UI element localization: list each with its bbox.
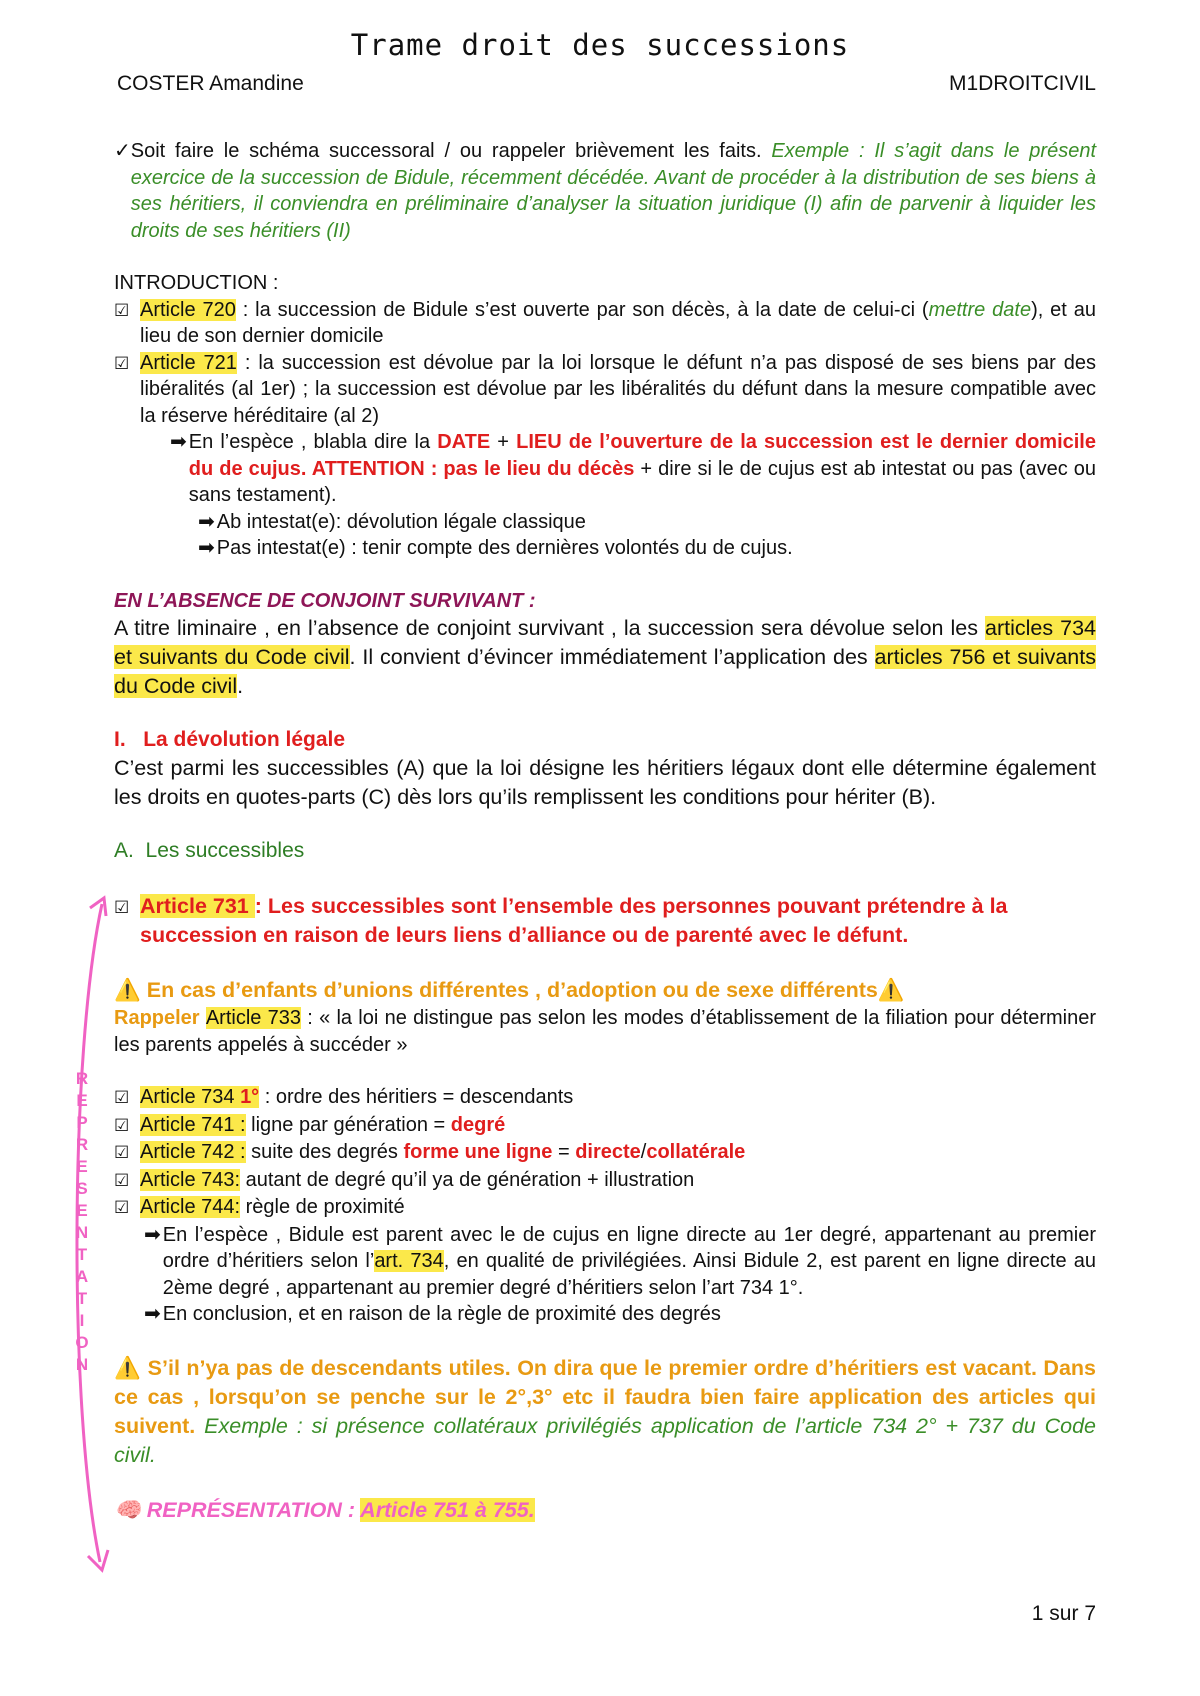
checkbox-icon: ☑ [114, 1143, 130, 1162]
warning-heading-unions: ⚠️ En cas d’enfants d’unions différentes , d’adoption ou de sexe différents⚠️ [114, 978, 905, 1002]
section-1-heading: I. La dévolution légale [114, 728, 346, 751]
sub-item-pas-intestat: ➡ Pas intestat(e) : tenir compte des dernières volontés du de cujus. [114, 535, 1096, 562]
sub-item-ab-intestat: ➡ Ab intestat(e): dévolution légale classique [114, 509, 1096, 536]
list-item-article-742: ☑ Article 742 : suite des degrés forme une ligne = directe/collatérale [114, 1139, 1096, 1167]
list-item-article-743: ☑ Article 743: autant de degré qu’il ya de génération + illustration [114, 1167, 1096, 1195]
introduction-heading: INTRODUCTION : [114, 272, 279, 294]
warning-no-descendants: ⚠️ S’il n’ya pas de descendants utiles. On dira que le premier ordre d’héritiers est vacant. Dans ce cas , lorsqu’on se penche sur le 2°,3° etc il faudra bien faire application des articles qui suivent. Exemple : si présence collatéraux privilégiés application de l’article 734 2° + 737 du Code civil. [114, 1355, 1097, 1467]
checkbox-icon: ☑ [114, 1198, 130, 1217]
course-code: M1DROITCIVIL [948, 72, 1096, 95]
sidebar-representation: R E P R E S E N T A T I O N [75, 1069, 89, 1374]
checkbox-icon: ☑ [114, 353, 130, 373]
espece-paragraph: ➡ En l’espèce , blabla dire la DATE + LIEU de l’ouverture de la succession est le dernier domicile du de cujus. ATTENTION : pas le lieu du décès + dire si le de cujus est ab intestat ou pas (avec ou sans testament). [170, 431, 1096, 506]
checkbox-icon: ☑ [114, 1170, 130, 1190]
checkbox-icon: ☑ [114, 300, 130, 320]
page-number: 1 sur 7 [1031, 1602, 1096, 1625]
conclusion-line: ➡ En conclusion, et en raison de la règle de proximité des degrés [114, 1301, 1096, 1328]
espece-bidule-paragraph: ➡ En l’espèce , Bidule est parent avec le de cujus en ligne directe au 1er degré, appartenant au premier ordre d’héritiers selon l’art. 734, en qualité de privilégiées. Ainsi Bidule 2, est parent en ligne directe au 2ème degré , appartenant au premier degré d’héritiers selon l’art 734 1°. [144, 1223, 1096, 1299]
absence-heading: EN L’ABSENCE DE CONJOINT SURVIVANT : [114, 589, 536, 612]
list-item-article-720: ☑ Article 720 : la succession de Bidule s’est ouverte par son décès, à la date de celui-ci (mettre date), et au lieu de son dernier domicile [114, 298, 1096, 347]
document-body [114, 138, 1096, 1525]
checkmark-icon: ✓ [114, 140, 131, 162]
representation-line: 🧠 REPRÉSENTATION : Article 751 à 755. [114, 1497, 535, 1522]
list-item-article-734: ☑ Article 734 1° : ordre des héritiers = descendants [114, 1084, 1096, 1112]
checkbox-icon: ☑ [114, 898, 130, 917]
list-item-article-741: ☑ Article 741 : ligne par génération = degré [114, 1112, 1096, 1140]
warning-icon: ⚠️ [114, 978, 141, 1002]
document-title: Trame droit des successions [350, 28, 850, 62]
author-name: COSTER Amandine [117, 72, 304, 95]
intro-example: Exemple : Il s’agit dans le présent exercice de la succession de Bidule, récemment décédée. Avant de procéder à la distribution de ses biens à ses héritiers, il conviendra en préliminaire d’analyser la situation juridique (I) afin de parvenir à liquider les droits de ses héritiers (II) [130, 140, 1097, 242]
list-item-article-721: ☑ Article 721 : la succession est dévolue par la loi lorsque le défunt n’a pas disposé de ses biens par des libéralités (al 1er) ; la succession est dévolue par les libéralités du défunt dans la mesure compatible avec la réserve héréditaire (al 2) [114, 351, 1097, 427]
arrow-right-icon: ➡ [144, 1223, 161, 1246]
checkbox-icon: ☑ [114, 1115, 130, 1135]
absence-paragraph: A titre liminaire , en l’absence de conjoint survivant , la succession sera dévolue selon les articles 734 et suivants du Code civil. Il convient d’évincer immédiatement l’application des articles 756 et suivants du Code civil. [114, 616, 1096, 698]
section-a-heading: A. Les successibles [114, 838, 305, 862]
arrow-right-icon: ➡ [198, 510, 215, 533]
list-item-article-731: ☑ Article 731 : Les successibles sont l’ensemble des personnes pouvant prétendre à la succession en raison de leurs liens d’alliance ou de parenté avec le défunt. [114, 894, 1008, 947]
arrow-right-icon: ➡ [144, 1303, 161, 1325]
warning-icon: ⚠️ [114, 1355, 142, 1380]
arrow-right-icon: ➡ [198, 537, 215, 559]
list-item-article-744: ☑ Article 744: règle de proximité [114, 1194, 1096, 1222]
warning-icon: ⚠️ [877, 978, 905, 1002]
rappeler-article-733: Rappeler Article 733 : « la loi ne distingue pas selon les modes d’établissement de la filiation pour déterminer les parents appelés à succéder » [114, 1007, 1096, 1056]
intro-paragraph: ✓ Soit faire le schéma successoral / ou rappeler brièvement les faits. Exemple : Il s’agit dans le présent exercice de la succession de Bidule, récemment décédée. Avant de procéder à la distribution de ses biens à ses héritiers, il conviendra en préliminaire d’analyser la situation juridique (I) afin de parvenir à liquider les droits de ses héritiers (II) [114, 140, 1097, 242]
checkbox-icon: ☑ [114, 1088, 130, 1107]
brain-icon: 🧠 [114, 1497, 141, 1522]
arrow-right-icon: ➡ [170, 431, 187, 453]
section-1-text: C’est parmi les successibles (A) que la loi désigne les héritiers légaux dont elle détermine également les droits en quotes-parts (C) dès lors qu’ils remplissent les conditions pour hériter (B). [114, 755, 1096, 809]
